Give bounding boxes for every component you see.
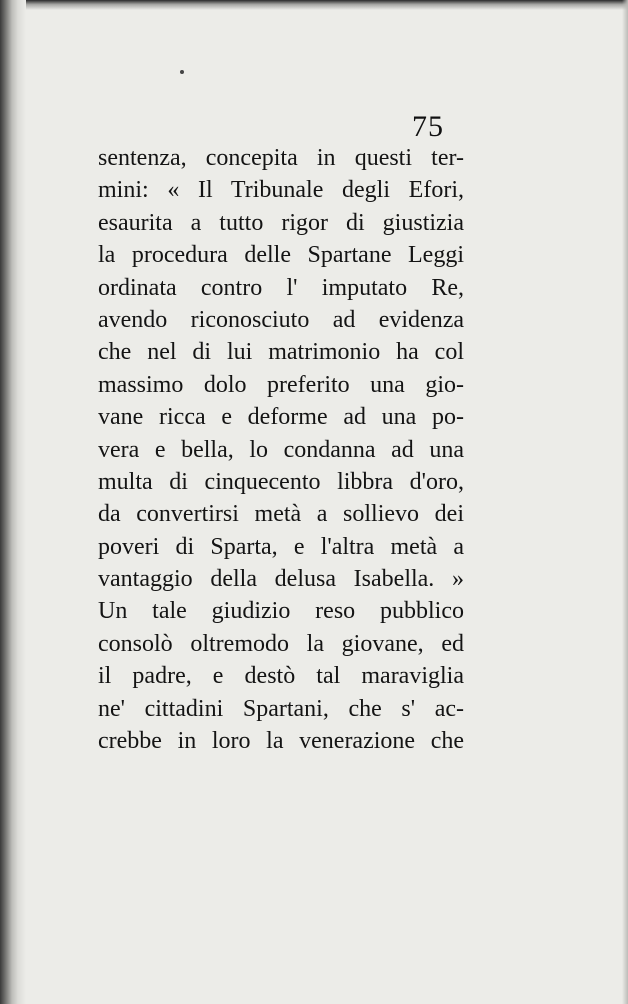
text-line: vera e bella, lo condanna ad una (98, 436, 464, 463)
ink-speck (180, 70, 184, 74)
page-top-shadow (0, 0, 628, 10)
text-line: che nel di lui matrimonio ha col (98, 339, 464, 366)
page-number: 75 (412, 110, 444, 143)
text-line: vane ricca e deforme ad una po- (98, 404, 464, 431)
page-binding-edge (0, 0, 26, 1004)
text-line: ne' cittadini Spartani, che s' ac- (98, 695, 464, 722)
text-line: ordinata contro l' imputato Re, (98, 274, 464, 301)
text-line: massimo dolo preferito una gio- (98, 371, 464, 398)
text-line: mini: « Il Tribunale degli Efori, (98, 177, 464, 204)
text-line: consolò oltremodo la giovane, ed (98, 630, 464, 657)
page-right-edge (622, 0, 628, 1004)
text-line: crebbe in loro la venerazione che (98, 728, 464, 755)
text-line: esaurita a tutto rigor di giustizia (98, 209, 464, 236)
text-line: da convertirsi metà a sollievo dei (98, 501, 464, 528)
text-line: vantaggio della delusa Isabella. » (98, 566, 464, 593)
text-line: il padre, e destò tal maraviglia (98, 663, 464, 690)
body-text (98, 142, 464, 757)
text-line: avendo riconosciuto ad evidenza (98, 306, 464, 333)
text-line: la procedura delle Spartane Leggi (98, 242, 464, 269)
text-line: poveri di Sparta, e l'altra metà a (98, 533, 464, 560)
text-line: sentenza, concepita in questi ter- (98, 145, 464, 171)
text-line: Un tale giudizio reso pubblico (98, 598, 464, 625)
text-line: multa di cinquecento libbra d'oro, (98, 468, 464, 495)
